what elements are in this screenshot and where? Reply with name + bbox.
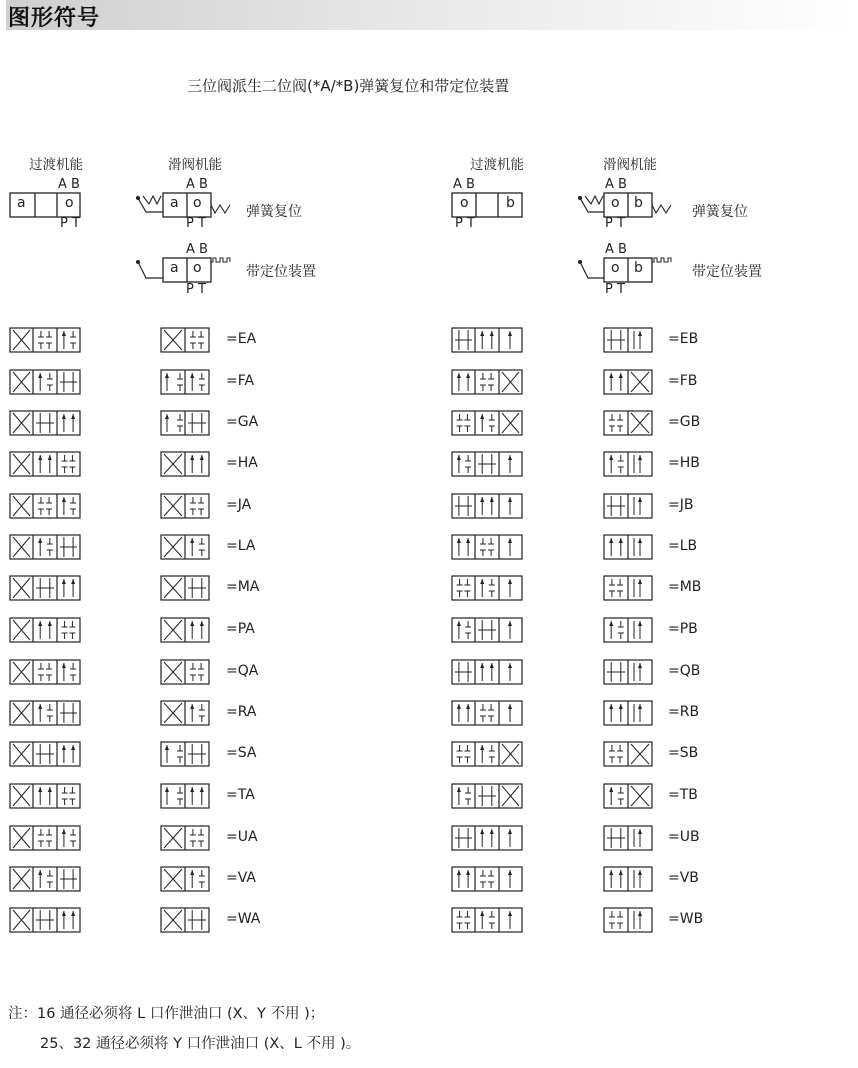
symbol-b-transition [452,784,522,808]
symbol-b-transition [452,908,522,932]
right-detent-pos-o: o [611,260,620,276]
symbol-b-spool [604,742,652,766]
right-detent-ports-bottom: P T [605,282,625,297]
symbol-b-spool [604,411,652,435]
symbol-b-transition [452,867,522,891]
left-ports-top: A B [58,177,80,192]
left-detent-ports-top: A B [186,242,208,257]
spool-code-b: =LB [668,538,698,554]
spool-code-b: =VB [668,870,699,886]
symbol-a-spool [161,867,209,891]
spool-code-b: =SB [668,745,699,761]
right-spring-label: 弹簧复位 [692,204,748,220]
spool-code-b: =EB [668,331,699,347]
right-spring-pos-b: b [634,195,643,211]
symbol-a-transition [10,867,80,891]
left-detent-pos-a: a [170,260,179,276]
right-spring-pos-o: o [611,195,620,211]
left-detent-label: 带定位装置 [246,264,316,280]
left-spring-pos-o: o [193,195,202,211]
spool-code-a: =QA [226,663,259,679]
right-pos-b: b [506,195,515,211]
spool-code-a: =MA [226,579,260,595]
symbol-a-transition [10,535,80,559]
note-line-1: 注：16 通径必须将 L 口作泄油口 (X、Y 不用 )； [8,1006,325,1022]
symbol-b-spool [604,452,652,476]
symbol-a-transition [10,576,80,600]
symbol-b-transition [452,328,522,352]
symbol-a-spool [161,784,209,808]
symbol-a-spool [161,576,209,600]
symbol-b-spool [604,701,652,725]
symbol-b-transition [452,411,522,435]
symbol-a-transition [10,701,80,725]
symbol-a-spool [161,701,209,725]
spool-code-a: =RA [226,704,257,720]
symbol-b-spool [604,660,652,684]
symbol-a-transition [10,452,80,476]
spool-code-a: =WA [226,911,261,927]
symbol-a-spool [161,618,209,642]
symbol-b-spool [604,576,652,600]
spool-code-a: =GA [226,414,259,430]
symbol-b-spool [604,370,652,394]
symbol-b-spool [604,618,652,642]
subtitle: 三位阀派生二位阀(*A/*B)弹簧复位和带定位装置 [187,77,510,95]
spool-code-b: =FB [668,373,698,389]
symbol-b-transition [452,618,522,642]
spool-code-a: =JA [226,497,252,513]
symbol-b-spool [604,535,652,559]
right-detent-pos-b: b [634,260,643,276]
symbol-b-spool [604,494,652,518]
symbol-a-transition [10,411,80,435]
symbol-b-spool [604,826,652,850]
left-pos-a: a [17,195,26,211]
right-transition-heading: 过渡机能 [470,157,524,173]
spool-code-a: =VA [226,870,256,886]
spool-code-a: =FA [226,373,255,389]
symbol-a-spool [161,535,209,559]
spool-code-b: =GB [668,414,701,430]
spool-code-a: =EA [226,331,257,347]
spool-code-b: =WB [668,911,704,927]
spool-code-b: =UB [668,829,700,845]
symbol-a-transition [10,908,80,932]
symbol-b-transition [452,660,522,684]
right-spring-ports-bottom: P T [605,216,625,231]
symbol-a-transition [10,328,80,352]
left-detent-ports-bottom: P T [186,282,206,297]
spool-code-b: =HB [668,455,700,471]
symbol-b-transition [452,370,522,394]
symbol-a-spool [161,411,209,435]
symbol-b-transition [452,452,522,476]
symbol-a-transition [10,742,80,766]
symbol-b-transition [452,701,522,725]
symbol-a-spool [161,452,209,476]
symbol-a-transition [10,826,80,850]
spool-code-b: =MB [668,579,702,595]
left-pos-o: o [65,195,74,211]
note-line-2: 25、32 通径必须将 Y 口作泄油口 (X、L 不用 )。 [40,1036,361,1052]
symbol-b-spool [604,328,652,352]
symbol-a-spool [161,742,209,766]
spool-code-b: =QB [668,663,701,679]
left-spring-label: 弹簧复位 [246,204,302,220]
right-ports-bottom: P T [455,216,475,231]
symbol-b-spool [604,867,652,891]
left-spring-ports-bottom: P T [186,216,206,231]
left-transition-heading: 过渡机能 [29,157,83,173]
left-spool-heading: 滑阀机能 [168,157,222,173]
symbol-a-spool [161,494,209,518]
left-spring-pos-a: a [170,195,179,211]
symbol-b-transition [452,742,522,766]
symbol-b-transition [452,576,522,600]
page-title: 图形符号 [8,6,101,31]
spool-code-b: =RB [668,704,700,720]
spool-code-a: =PA [226,621,255,637]
symbol-a-spool [161,370,209,394]
spool-code-a: =LA [226,538,256,554]
symbol-b-transition [452,494,522,518]
symbol-b-transition [452,826,522,850]
spool-code-a: =UA [226,829,258,845]
symbol-a-spool [161,908,209,932]
spool-code-a: =HA [226,455,258,471]
spool-code-b: =PB [668,621,698,637]
symbol-b-spool [604,908,652,932]
left-spring-ports-top: A B [186,177,208,192]
symbol-a-transition [10,784,80,808]
symbol-a-transition [10,370,80,394]
spool-code-b: =JB [668,497,694,513]
symbol-a-spool [161,826,209,850]
right-pos-o: o [460,195,469,211]
symbol-a-transition [10,494,80,518]
right-spool-heading: 滑阀机能 [603,157,657,173]
symbol-a-spool [161,328,209,352]
symbol-b-spool [604,784,652,808]
right-detent-ports-top: A B [605,242,627,257]
spool-code-a: =SA [226,745,257,761]
spool-code-b: =TB [668,787,698,803]
symbol-b-transition [452,535,522,559]
right-ports-top: A B [453,177,475,192]
symbol-a-spool [161,660,209,684]
right-spring-ports-top: A B [605,177,627,192]
spool-code-a: =TA [226,787,255,803]
left-detent-pos-o: o [193,260,202,276]
symbol-a-transition [10,618,80,642]
right-detent-label: 带定位装置 [692,264,762,280]
symbol-a-transition [10,660,80,684]
left-ports-bottom: P T [60,216,80,231]
